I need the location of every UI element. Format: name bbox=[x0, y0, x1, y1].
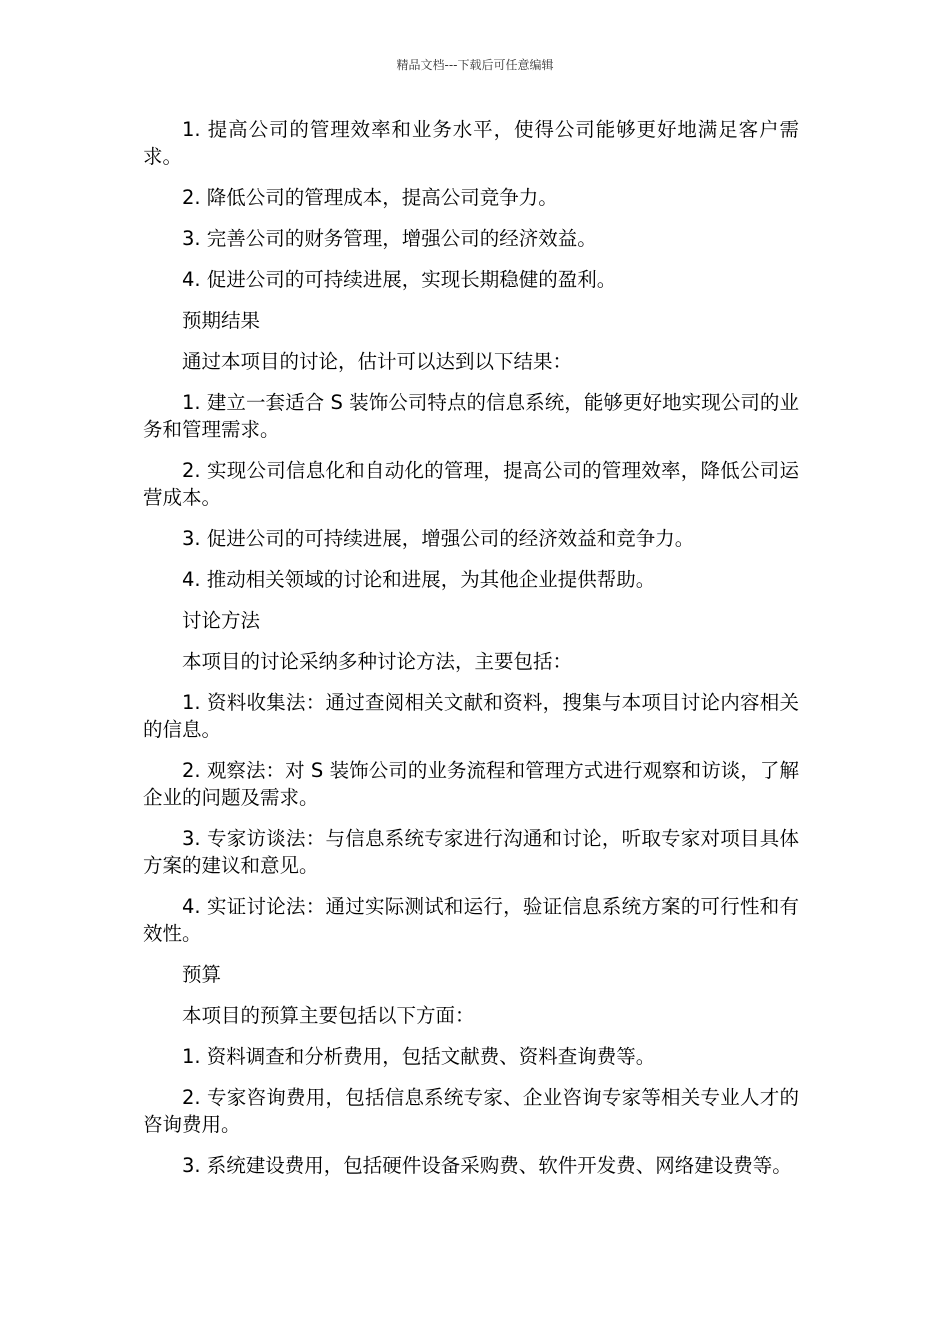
result-item-3: 3. 促进公司的可持续进展，增强公司的经济效益和竞争力。 bbox=[182, 527, 695, 550]
result-item-1: 1. 建立一套适合 S 装饰公司特点的信息系统，能够更好地实现公司的业务和管理需求。 bbox=[143, 391, 799, 441]
section-heading-expected-results: 预期结果 bbox=[182, 309, 261, 332]
goal-item-4: 4. 促进公司的可持续进展，实现长期稳健的盈利。 bbox=[182, 268, 617, 291]
section-heading-methods: 讨论方法 bbox=[182, 609, 261, 632]
page-header: 精品文档---下载后可任意编辑 bbox=[396, 58, 554, 72]
method-item-4: 4. 实证讨论法：通过实际测试和运行，验证信息系统方案的可行性和有效性。 bbox=[143, 895, 799, 945]
document-body bbox=[143, 116, 799, 1193]
budget-item-3: 3. 系统建设费用，包括硬件设备采购费、软件开发费、网络建设费等。 bbox=[182, 1154, 792, 1177]
goal-item-2: 2. 降低公司的管理成本，提高公司竞争力。 bbox=[182, 186, 558, 209]
expected-results-intro: 通过本项目的讨论，估计可以达到以下结果： bbox=[182, 350, 573, 373]
method-item-3: 3. 专家访谈法：与信息系统专家进行沟通和讨论，听取专家对项目具体方案的建议和意见。 bbox=[143, 827, 799, 877]
budget-item-2: 2. 专家咨询费用，包括信息系统专家、企业咨询专家等相关专业人才的咨询费用。 bbox=[143, 1086, 799, 1136]
result-item-2: 2. 实现公司信息化和自动化的管理，提高公司的管理效率，降低公司运营成本。 bbox=[143, 459, 799, 509]
budget-intro: 本项目的预算主要包括以下方面： bbox=[182, 1004, 475, 1027]
method-item-2: 2. 观察法：对 S 装饰公司的业务流程和管理方式进行观察和访谈，了解企业的问题及需求。 bbox=[143, 759, 799, 809]
result-item-4: 4. 推动相关领域的讨论和进展，为其他企业提供帮助。 bbox=[182, 568, 656, 591]
method-item-1: 1. 资料收集法：通过查阅相关文献和资料，搜集与本项目讨论内容相关的信息。 bbox=[143, 691, 799, 741]
budget-item-1: 1. 资料调查和分析费用，包括文献费、资料查询费等。 bbox=[182, 1045, 656, 1068]
goal-item-3: 3. 完善公司的财务管理，增强公司的经济效益。 bbox=[182, 227, 597, 250]
section-heading-budget: 预算 bbox=[182, 963, 222, 986]
goal-item-1: 1. 提高公司的管理效率和业务水平，使得公司能够更好地满足客户需求。 bbox=[143, 118, 799, 168]
methods-intro: 本项目的讨论采纳多种讨论方法，主要包括： bbox=[182, 650, 573, 673]
